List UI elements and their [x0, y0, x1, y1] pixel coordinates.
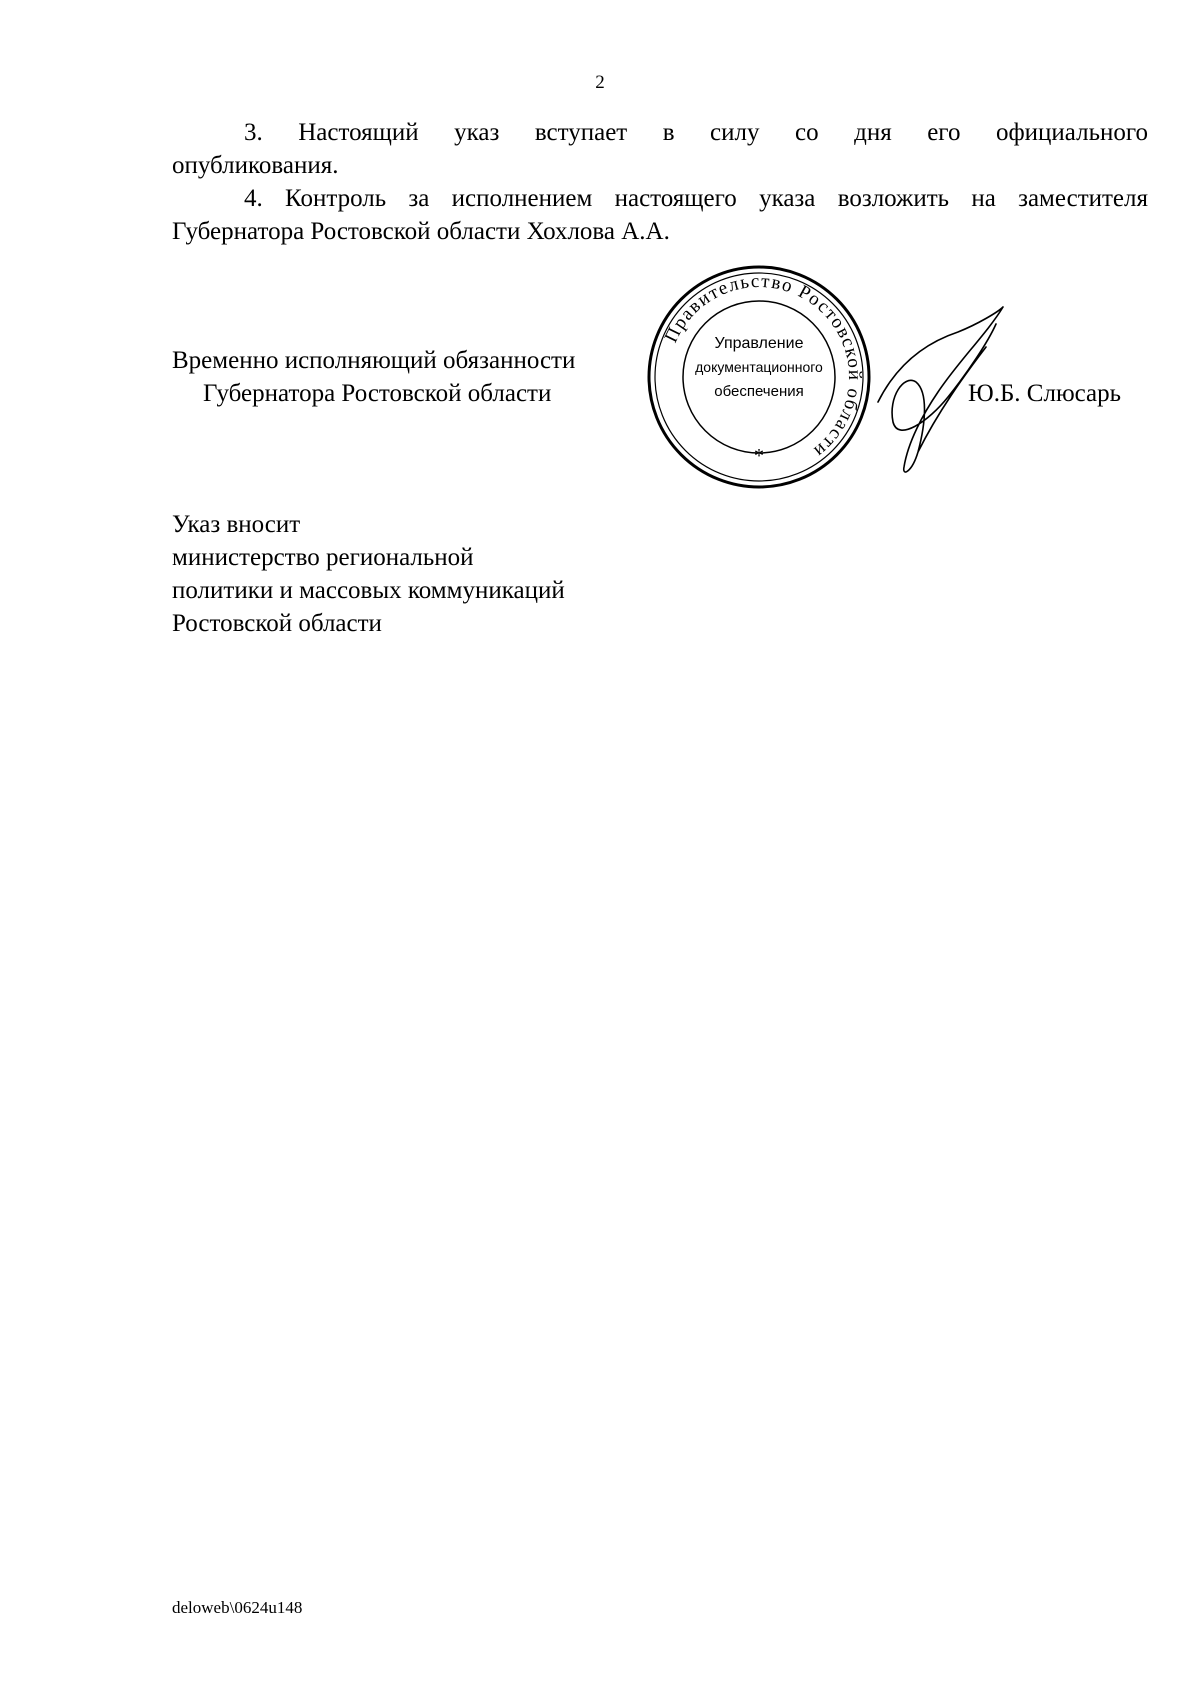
introducer-block: [172, 508, 565, 640]
paragraph-3-line-1: 3. Настоящий указ вступает в силу со дня его официального: [244, 119, 1148, 146]
signer-title-line-2: Губернатора Ростовской области: [203, 380, 552, 407]
signer-name: Ю.Б. Слюсарь: [968, 380, 1122, 407]
seal-center-line-1: Управление: [714, 335, 804, 352]
signer-title-line-1: Временно исполняющий обязанности: [172, 347, 576, 374]
introducer-line-4: Ростовской области: [172, 610, 382, 637]
official-seal-stamp: [644, 262, 874, 492]
paragraph-4-line-2: Губернатора Ростовской области Хохлова А.А.: [172, 218, 670, 245]
seal-center-line-3: обеспечения: [714, 383, 804, 400]
seal-ring-text: Правительство Ростовской области: [660, 270, 866, 463]
document-code: deloweb\0624u148: [172, 1598, 303, 1617]
paragraph-4-line-1: 4. Контроль за исполнением настоящего указа возложить на заместителя: [244, 185, 1148, 212]
paragraph-3: [172, 116, 1148, 182]
introducer-line-3: политики и массовых коммуникаций: [172, 577, 565, 604]
introducer-line-2: министерство региональной: [172, 544, 474, 571]
seal-star: *: [754, 445, 764, 467]
paragraph-4: [172, 182, 1148, 248]
seal-center-line-2: документационного: [695, 359, 823, 375]
signer-title: [172, 344, 575, 410]
page-number: 2: [595, 72, 605, 93]
introducer-line-1: Указ вносит: [172, 511, 301, 538]
paragraph-3-line-2: опубликования.: [172, 152, 339, 179]
